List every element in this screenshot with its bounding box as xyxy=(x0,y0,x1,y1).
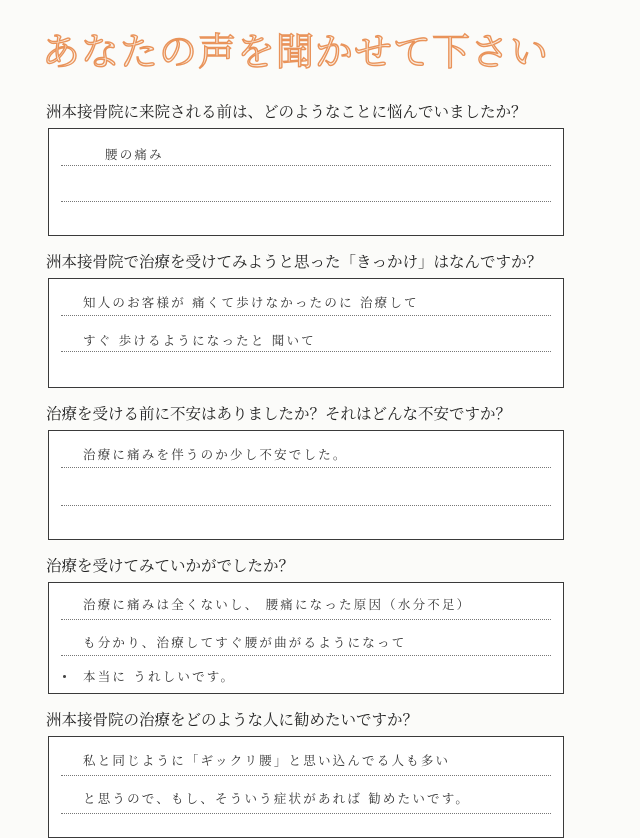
answer-line xyxy=(61,165,551,166)
answer-line xyxy=(61,505,551,506)
answer-line xyxy=(61,351,551,352)
question-5: 洲本接骨院の治療をどのような人に勧めたいですか？ xyxy=(46,711,419,729)
answer-4-line-3: 本当に うれしいです。 xyxy=(83,669,236,684)
question-1: 洲本接骨院に来院される前は、どのようなことに悩んでいましたか？ xyxy=(46,103,527,121)
answer-line xyxy=(61,467,551,468)
answer-4-line-2: も分かり、治療してすぐ腰が曲がるようになって xyxy=(83,635,407,650)
question-2: 洲本接骨院で治療を受けてみようと思った「きっかけ」はなんですか？ xyxy=(46,253,543,271)
answer-line xyxy=(61,315,551,316)
answer-box-3 xyxy=(48,430,564,540)
answer-box-4 xyxy=(48,582,564,694)
answer-2-line-2: すぐ 歩けるようになったと 聞いて xyxy=(83,333,316,348)
answer-box-5 xyxy=(48,736,564,838)
answer-box-1 xyxy=(48,128,564,236)
answer-line xyxy=(61,775,551,776)
answer-line xyxy=(61,655,551,656)
answer-5-line-2: と思うので、もし、そういう症状があれば 勧めたいです。 xyxy=(83,791,471,806)
answer-line xyxy=(61,619,551,620)
question-4: 治療を受けてみていかがでしたか？ xyxy=(46,557,295,575)
answer-line xyxy=(61,201,551,202)
question-3: 治療を受ける前に不安はありましたか？それはどんな不安ですか？ xyxy=(46,405,512,423)
answer-4-line-1: 治療に痛みは全くないし、 腰痛になった原因（水分不足） xyxy=(83,597,472,612)
answer-1-line-1: 腰の痛み xyxy=(105,147,164,162)
page-title: あなたの声を聞かせて下さい xyxy=(42,30,550,74)
answer-box-2 xyxy=(48,278,564,388)
answer-line xyxy=(61,813,551,814)
ink-dot xyxy=(63,675,66,678)
answer-3-line-1: 治療に痛みを伴うのか少し不安でした。 xyxy=(83,447,348,462)
answer-5-line-1: 私と同じように「ギックリ腰」と思い込んでる人も多い xyxy=(83,753,451,768)
answer-2-line-1: 知人のお客様が 痛くて歩けなかったのに 治療して xyxy=(83,295,419,310)
